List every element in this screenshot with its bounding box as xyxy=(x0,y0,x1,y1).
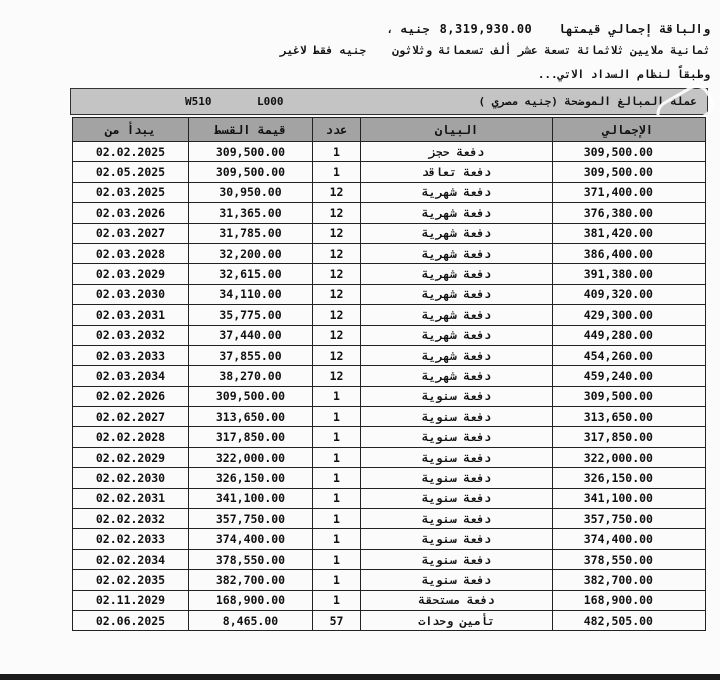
table-header-row xyxy=(73,118,706,142)
cell-start-date: 02.02.2025 xyxy=(73,142,189,162)
cell-installment: 317,850.00 xyxy=(189,427,313,447)
cell-start-date: 02.03.2025 xyxy=(73,182,189,202)
amount-in-words-line xyxy=(280,44,710,57)
cell-total: 482,505.00 xyxy=(553,610,706,630)
cell-count: 1 xyxy=(313,570,361,590)
cell-total: 376,380.00 xyxy=(553,203,706,223)
cell-count: 12 xyxy=(313,305,361,325)
cell-start-date: 02.02.2027 xyxy=(73,407,189,427)
total-value-currency: جنيه ، xyxy=(386,22,430,36)
cell-total: 309,500.00 xyxy=(553,142,706,162)
table-row xyxy=(73,203,706,223)
cell-total: 309,500.00 xyxy=(553,162,706,182)
cell-description: دفعة سنوية xyxy=(361,529,553,549)
cell-total: 357,750.00 xyxy=(553,509,706,529)
cell-installment: 37,855.00 xyxy=(189,345,313,365)
unit-code: W510 xyxy=(185,95,212,108)
cell-total: 449,280.00 xyxy=(553,325,706,345)
cell-count: 1 xyxy=(313,468,361,488)
cell-start-date: 02.03.2027 xyxy=(73,223,189,243)
table-row xyxy=(73,264,706,284)
col-header-installment-value: قيمة القسط xyxy=(189,118,313,142)
cell-start-date: 02.03.2026 xyxy=(73,203,189,223)
table-row xyxy=(73,162,706,182)
cell-start-date: 02.03.2031 xyxy=(73,305,189,325)
currency-banner xyxy=(70,88,708,115)
cell-start-date: 02.03.2030 xyxy=(73,284,189,304)
cell-description: دفعة سنوية xyxy=(361,570,553,590)
table-row xyxy=(73,305,706,325)
table-row xyxy=(73,529,706,549)
table-row xyxy=(73,407,706,427)
cell-start-date: 02.02.2032 xyxy=(73,509,189,529)
cell-description: دفعة شهرية xyxy=(361,223,553,243)
total-value-line xyxy=(386,22,710,36)
cell-description: دفعة شهرية xyxy=(361,182,553,202)
cell-total: 168,900.00 xyxy=(553,590,706,610)
cell-description: دفعة مستحقة xyxy=(361,590,553,610)
cell-total: 374,400.00 xyxy=(553,529,706,549)
cell-total: 391,380.00 xyxy=(553,264,706,284)
cell-start-date: 02.03.2033 xyxy=(73,345,189,365)
cell-description: دفعة سنوية xyxy=(361,549,553,569)
cell-count: 1 xyxy=(313,509,361,529)
cell-start-date: 02.03.2029 xyxy=(73,264,189,284)
cell-total: 378,550.00 xyxy=(553,549,706,569)
amount-in-words: ثمانية ملايين ثلاثمائة تسعة عشر ألف تسعمائة وثلاثون xyxy=(392,44,710,57)
col-header-total: الإجمالي xyxy=(553,118,706,142)
cell-count: 1 xyxy=(313,407,361,427)
cell-start-date: 02.05.2025 xyxy=(73,162,189,182)
table-row xyxy=(73,142,706,162)
cell-installment: 8,465.00 xyxy=(189,610,313,630)
cell-installment: 313,650.00 xyxy=(189,407,313,427)
cell-total: 326,150.00 xyxy=(553,468,706,488)
cell-total: 454,260.00 xyxy=(553,345,706,365)
table-row xyxy=(73,468,706,488)
currency-note: عملة المبالغ الموضحة (جنيه مصري ) xyxy=(478,95,697,108)
cell-description: دفعة سنوية xyxy=(361,447,553,467)
cell-start-date: 02.02.2035 xyxy=(73,570,189,590)
cell-total: 382,700.00 xyxy=(553,570,706,590)
table-row xyxy=(73,223,706,243)
payment-system-intro: وطبقاً لنظام السداد الاتي... xyxy=(537,68,710,81)
cell-installment: 382,700.00 xyxy=(189,570,313,590)
cell-total: 322,000.00 xyxy=(553,447,706,467)
cell-count: 1 xyxy=(313,162,361,182)
cell-installment: 309,500.00 xyxy=(189,162,313,182)
cell-description: دفعة شهرية xyxy=(361,203,553,223)
cell-start-date: 02.03.2032 xyxy=(73,325,189,345)
cell-count: 12 xyxy=(313,366,361,386)
cell-description: دفعة سنوية xyxy=(361,407,553,427)
total-value-label: والباقة إجمالي قيمتها xyxy=(558,22,710,36)
bottom-edge xyxy=(0,674,720,680)
cell-total: 429,300.00 xyxy=(553,305,706,325)
table-row xyxy=(73,366,706,386)
cell-description: تأمين وحدات xyxy=(361,610,553,630)
cell-start-date: 02.03.2034 xyxy=(73,366,189,386)
cell-description: دفعة سنوية xyxy=(361,468,553,488)
table-row xyxy=(73,509,706,529)
cell-description: دفعة تعاقد xyxy=(361,162,553,182)
cell-count: 1 xyxy=(313,427,361,447)
cell-total: 309,500.00 xyxy=(553,386,706,406)
cell-installment: 341,100.00 xyxy=(189,488,313,508)
table-row xyxy=(73,447,706,467)
table-row xyxy=(73,284,706,304)
cell-count: 12 xyxy=(313,284,361,304)
cell-installment: 374,400.00 xyxy=(189,529,313,549)
cell-count: 1 xyxy=(313,447,361,467)
col-header-start-date: يبدأ من xyxy=(73,118,189,142)
cell-installment: 322,000.00 xyxy=(189,447,313,467)
cell-start-date: 02.02.2028 xyxy=(73,427,189,447)
cell-installment: 309,500.00 xyxy=(189,386,313,406)
cell-description: دفعة سنوية xyxy=(361,386,553,406)
cell-installment: 378,550.00 xyxy=(189,549,313,569)
cell-description: دفعة حجز xyxy=(361,142,553,162)
cell-count: 1 xyxy=(313,386,361,406)
cell-installment: 31,785.00 xyxy=(189,223,313,243)
cell-count: 12 xyxy=(313,264,361,284)
cell-installment: 37,440.00 xyxy=(189,325,313,345)
cell-installment: 32,200.00 xyxy=(189,243,313,263)
cell-count: 1 xyxy=(313,529,361,549)
cell-description: دفعة سنوية xyxy=(361,509,553,529)
cell-start-date: 02.06.2025 xyxy=(73,610,189,630)
table-row xyxy=(73,325,706,345)
cell-total: 381,420.00 xyxy=(553,223,706,243)
cell-start-date: 02.02.2030 xyxy=(73,468,189,488)
table-row xyxy=(73,590,706,610)
cell-count: 1 xyxy=(313,142,361,162)
col-header-description: البيان xyxy=(361,118,553,142)
cell-installment: 38,270.00 xyxy=(189,366,313,386)
cell-installment: 309,500.00 xyxy=(189,142,313,162)
cell-description: دفعة شهرية xyxy=(361,264,553,284)
cell-installment: 32,615.00 xyxy=(189,264,313,284)
table-row xyxy=(73,488,706,508)
table-row xyxy=(73,610,706,630)
table-row xyxy=(73,427,706,447)
cell-count: 12 xyxy=(313,203,361,223)
cell-start-date: 02.03.2028 xyxy=(73,243,189,263)
table-row xyxy=(73,345,706,365)
cell-start-date: 02.02.2034 xyxy=(73,549,189,569)
cell-description: دفعة شهرية xyxy=(361,325,553,345)
cell-count: 12 xyxy=(313,223,361,243)
table-row xyxy=(73,570,706,590)
cell-installment: 168,900.00 xyxy=(189,590,313,610)
cell-count: 12 xyxy=(313,345,361,365)
cell-installment: 357,750.00 xyxy=(189,509,313,529)
total-value-amount: 8,319,930.00 xyxy=(439,22,533,36)
cell-count: 57 xyxy=(313,610,361,630)
cell-installment: 35,775.00 xyxy=(189,305,313,325)
cell-total: 409,320.00 xyxy=(553,284,706,304)
table-row xyxy=(73,182,706,202)
table-row xyxy=(73,243,706,263)
cell-description: دفعة شهرية xyxy=(361,284,553,304)
cell-description: دفعة شهرية xyxy=(361,345,553,365)
cell-total: 341,100.00 xyxy=(553,488,706,508)
cell-description: دفعة شهرية xyxy=(361,366,553,386)
cell-start-date: 02.02.2029 xyxy=(73,447,189,467)
amount-in-words-suffix: جنيه فقط لاغير xyxy=(280,44,367,57)
cell-start-date: 02.02.2033 xyxy=(73,529,189,549)
cell-count: 12 xyxy=(313,325,361,345)
level-code: L000 xyxy=(257,95,284,108)
cell-description: دفعة سنوية xyxy=(361,488,553,508)
cell-count: 12 xyxy=(313,243,361,263)
cell-start-date: 02.02.2031 xyxy=(73,488,189,508)
cell-installment: 31,365.00 xyxy=(189,203,313,223)
cell-total: 459,240.00 xyxy=(553,366,706,386)
cell-installment: 34,110.00 xyxy=(189,284,313,304)
cell-description: دفعة شهرية xyxy=(361,243,553,263)
cell-description: دفعة شهرية xyxy=(361,305,553,325)
cell-total: 371,400.00 xyxy=(553,182,706,202)
cell-count: 1 xyxy=(313,488,361,508)
table-row xyxy=(73,386,706,406)
cell-count: 1 xyxy=(313,590,361,610)
payment-schedule-table xyxy=(72,117,706,631)
cell-start-date: 02.02.2026 xyxy=(73,386,189,406)
cell-count: 1 xyxy=(313,549,361,569)
cell-total: 317,850.00 xyxy=(553,427,706,447)
col-header-count: عدد xyxy=(313,118,361,142)
cell-installment: 30,950.00 xyxy=(189,182,313,202)
cell-count: 12 xyxy=(313,182,361,202)
cell-description: دفعة سنوية xyxy=(361,427,553,447)
table-row xyxy=(73,549,706,569)
cell-start-date: 02.11.2029 xyxy=(73,590,189,610)
cell-installment: 326,150.00 xyxy=(189,468,313,488)
cell-total: 386,400.00 xyxy=(553,243,706,263)
cell-total: 313,650.00 xyxy=(553,407,706,427)
